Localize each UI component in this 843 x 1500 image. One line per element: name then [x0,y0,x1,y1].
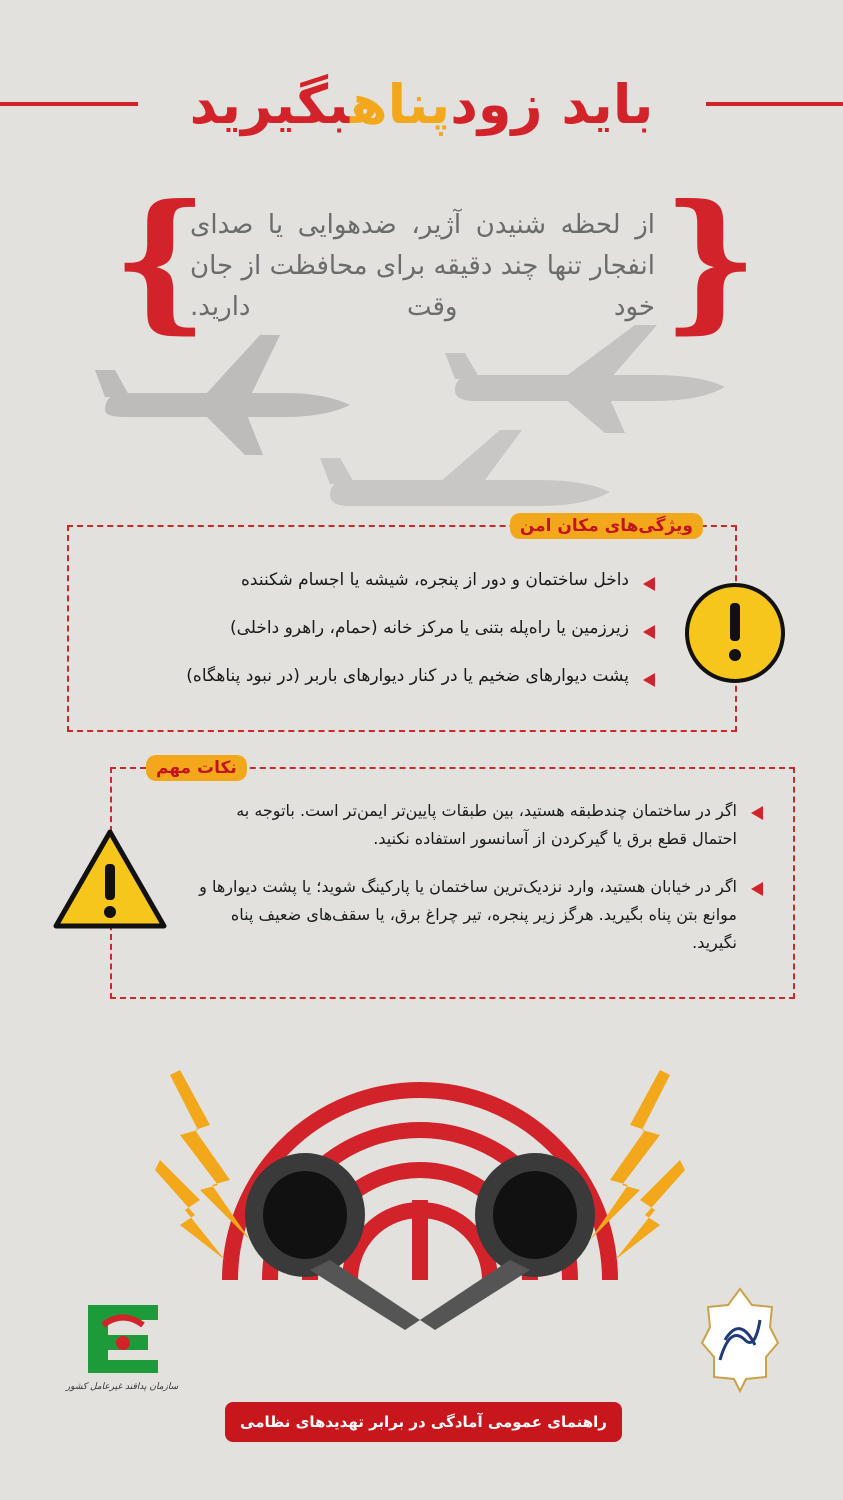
list-item: اگر در خیابان هستید، وارد نزدیک‌ترین ساختمان یا پارکینگ شوید؛ یا پشت دیوارها و موانع بتن پناه بگیرید. هرگز زیر پنجره، تیر چراغ برق، یا سقف‌های ضعیف پناه نگیرید. [198,873,763,957]
calligraphy-emblem [700,1285,780,1395]
brace-right: } [662,172,759,348]
intro-text: از لحظه شنیدن آژیر، ضدهوایی یا صدای انفجار تنها چند دقیقه برای محافظت از جان خود وقت دارید. [190,210,655,322]
organization-logo [78,1295,168,1380]
airplane-icon [95,335,350,455]
airplane-icon [445,325,725,433]
organization-caption: سازمان پدافند غیرعامل کشور [65,1382,179,1392]
list-item: زیرزمین یا راه‌پله بتنی یا مرکز خانه (حمام، راهرو داخلی) [95,616,655,640]
page-title [0,70,843,140]
important-title: نکات مهم [146,755,247,781]
list-item: پشت دیوارهای ضخیم یا در کنار دیوارهای باربر (در نبود پناهگاه) [95,664,655,688]
siren-icon [140,1030,700,1330]
warning-triangle-icon [50,826,170,934]
safe-place-list [95,568,655,712]
airplane-icon [320,430,610,506]
list-item: اگر در ساختمان چندطبقه هستید، بین طبقات پایین‌تر ایمن‌تر است. باتوجه به احتمال قطع برق یا گیرکردن از آسانسور استفاده نکنید. [198,797,763,853]
brace-left: { [112,172,209,348]
safe-place-title: ویژگی‌های مکان امن [510,513,703,539]
footer-banner: راهنمای عمومی آمادگی در برابر تهدیدهای نظامی [225,1402,622,1442]
title-part-3: بگیرید [189,73,351,136]
list-item: داخل ساختمان و دور از پنجره، شیشه یا اجسام شکننده [95,568,655,592]
important-list [198,797,763,977]
airplanes-illustration [85,315,765,530]
warning-circle-icon [680,578,790,688]
title-part-1: باید زود [450,73,654,136]
title-part-2: پناه [350,73,451,136]
